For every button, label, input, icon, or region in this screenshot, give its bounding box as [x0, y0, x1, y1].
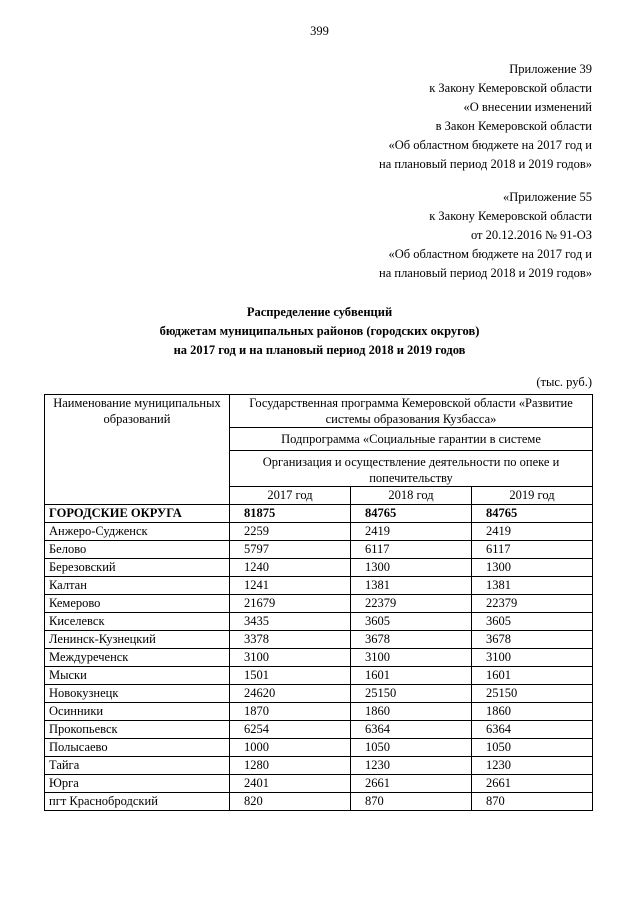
annex-line: «О внесении изменений	[463, 100, 592, 114]
header-program: Государственная программа Кемеровской области «Развитие системы образования Кузбасса»	[230, 395, 593, 428]
header-activity: Организация и осуществление деятельности по опеке и попечительству	[230, 451, 593, 487]
value-2017: 3100	[230, 649, 351, 667]
value-2019: 1050	[472, 739, 593, 757]
table-row	[45, 757, 593, 775]
value-2017: 1870	[230, 703, 351, 721]
value-2018: 3678	[351, 631, 472, 649]
municipality-name: Калтан	[45, 577, 230, 595]
table-row	[45, 775, 593, 793]
value-2018: 2419	[351, 523, 472, 541]
header-year-2018: 2018 год	[351, 487, 472, 505]
table-row	[45, 595, 593, 613]
municipality-name: Ленинск-Кузнецкий	[45, 631, 230, 649]
table-row	[45, 505, 593, 523]
table-row	[45, 685, 593, 703]
table-row	[45, 631, 593, 649]
value-2018: 22379	[351, 595, 472, 613]
value-2019: 3678	[472, 631, 593, 649]
value-2019: 1381	[472, 577, 593, 595]
value-2017: 6254	[230, 721, 351, 739]
value-2018: 1300	[351, 559, 472, 577]
annex-line: «Об областном бюджете на 2017 год и	[388, 247, 592, 261]
document-title	[0, 303, 639, 360]
value-2019: 3605	[472, 613, 593, 631]
value-2017: 3378	[230, 631, 351, 649]
value-2019: 3100	[472, 649, 593, 667]
value-2017: 1501	[230, 667, 351, 685]
value-2018: 1381	[351, 577, 472, 595]
title-line: Распределение субвенций	[246, 305, 393, 319]
table-row	[45, 793, 593, 811]
municipality-name: Березовский	[45, 559, 230, 577]
value-2017: 3435	[230, 613, 351, 631]
value-2017: 1240	[230, 559, 351, 577]
value-2019: 1601	[472, 667, 593, 685]
municipality-name: Междуреченск	[45, 649, 230, 667]
value-2017: 24620	[230, 685, 351, 703]
value-2019: 1860	[472, 703, 593, 721]
value-2018: 870	[351, 793, 472, 811]
annex-line: «Об областном бюджете на 2017 год и	[388, 138, 592, 152]
municipality-name: Тайга	[45, 757, 230, 775]
value-2017: 1000	[230, 739, 351, 757]
table-body	[45, 505, 593, 811]
annex-line: на плановый период 2018 и 2019 годов»	[379, 266, 592, 280]
page-number: 399	[310, 24, 329, 38]
value-2018: 84765	[351, 505, 472, 523]
municipality-name: Киселевск	[45, 613, 230, 631]
municipality-name: Прокопьевск	[45, 721, 230, 739]
annex-line: Приложение 39	[509, 62, 592, 76]
units-label: (тыс. руб.)	[536, 375, 592, 389]
value-2018: 6117	[351, 541, 472, 559]
value-2019: 6117	[472, 541, 593, 559]
municipality-name: Белово	[45, 541, 230, 559]
header-subprogram: Подпрограмма «Социальные гарантии в системе	[230, 428, 593, 451]
table-row	[45, 649, 593, 667]
annex-line: на плановый период 2018 и 2019 годов»	[379, 157, 592, 171]
value-2018: 1860	[351, 703, 472, 721]
municipality-name: Осинники	[45, 703, 230, 721]
value-2019: 25150	[472, 685, 593, 703]
value-2017: 5797	[230, 541, 351, 559]
value-2018: 1601	[351, 667, 472, 685]
value-2018: 1050	[351, 739, 472, 757]
value-2018: 3100	[351, 649, 472, 667]
municipality-name: Новокузнецк	[45, 685, 230, 703]
municipality-name: ГОРОДСКИЕ ОКРУГА	[45, 505, 230, 523]
value-2017: 1280	[230, 757, 351, 775]
table-row	[45, 721, 593, 739]
value-2018: 3605	[351, 613, 472, 631]
title-line: на 2017 год и на плановый период 2018 и 2019 годов	[173, 343, 466, 357]
municipality-name: Анжеро-Судженск	[45, 523, 230, 541]
value-2019: 1300	[472, 559, 593, 577]
value-2017: 820	[230, 793, 351, 811]
title-line: бюджетам муниципальных районов (городских округов)	[159, 324, 480, 338]
annex-55-header	[379, 188, 592, 283]
annex-line: в Закон Кемеровской области	[435, 119, 592, 133]
value-2018: 25150	[351, 685, 472, 703]
header-municipality: Наименование муниципальных образований	[45, 395, 230, 505]
value-2019: 22379	[472, 595, 593, 613]
municipality-name: Кемерово	[45, 595, 230, 613]
value-2019: 2419	[472, 523, 593, 541]
subsidies-table	[44, 394, 593, 811]
value-2017: 21679	[230, 595, 351, 613]
header-year-2017: 2017 год	[230, 487, 351, 505]
table-row	[45, 523, 593, 541]
municipality-name: Полысаево	[45, 739, 230, 757]
table-row	[45, 541, 593, 559]
value-2017: 1241	[230, 577, 351, 595]
value-2017: 2259	[230, 523, 351, 541]
table-row	[45, 559, 593, 577]
value-2018: 6364	[351, 721, 472, 739]
annex-line: от 20.12.2016 № 91-ОЗ	[470, 228, 592, 242]
value-2019: 2661	[472, 775, 593, 793]
header-year-2019: 2019 год	[472, 487, 593, 505]
annex-39-header	[379, 60, 592, 174]
annex-line: к Закону Кемеровской области	[429, 209, 592, 223]
municipality-name: пгт Краснобродский	[45, 793, 230, 811]
value-2018: 2661	[351, 775, 472, 793]
table-row	[45, 613, 593, 631]
table-row	[45, 667, 593, 685]
value-2017: 81875	[230, 505, 351, 523]
annex-line: «Приложение 55	[503, 190, 592, 204]
table-row	[45, 703, 593, 721]
table-row	[45, 739, 593, 757]
value-2019: 84765	[472, 505, 593, 523]
value-2017: 2401	[230, 775, 351, 793]
table-row	[45, 577, 593, 595]
annex-line: к Закону Кемеровской области	[429, 81, 592, 95]
value-2019: 870	[472, 793, 593, 811]
value-2019: 6364	[472, 721, 593, 739]
value-2018: 1230	[351, 757, 472, 775]
municipality-name: Юрга	[45, 775, 230, 793]
value-2019: 1230	[472, 757, 593, 775]
municipality-name: Мыски	[45, 667, 230, 685]
